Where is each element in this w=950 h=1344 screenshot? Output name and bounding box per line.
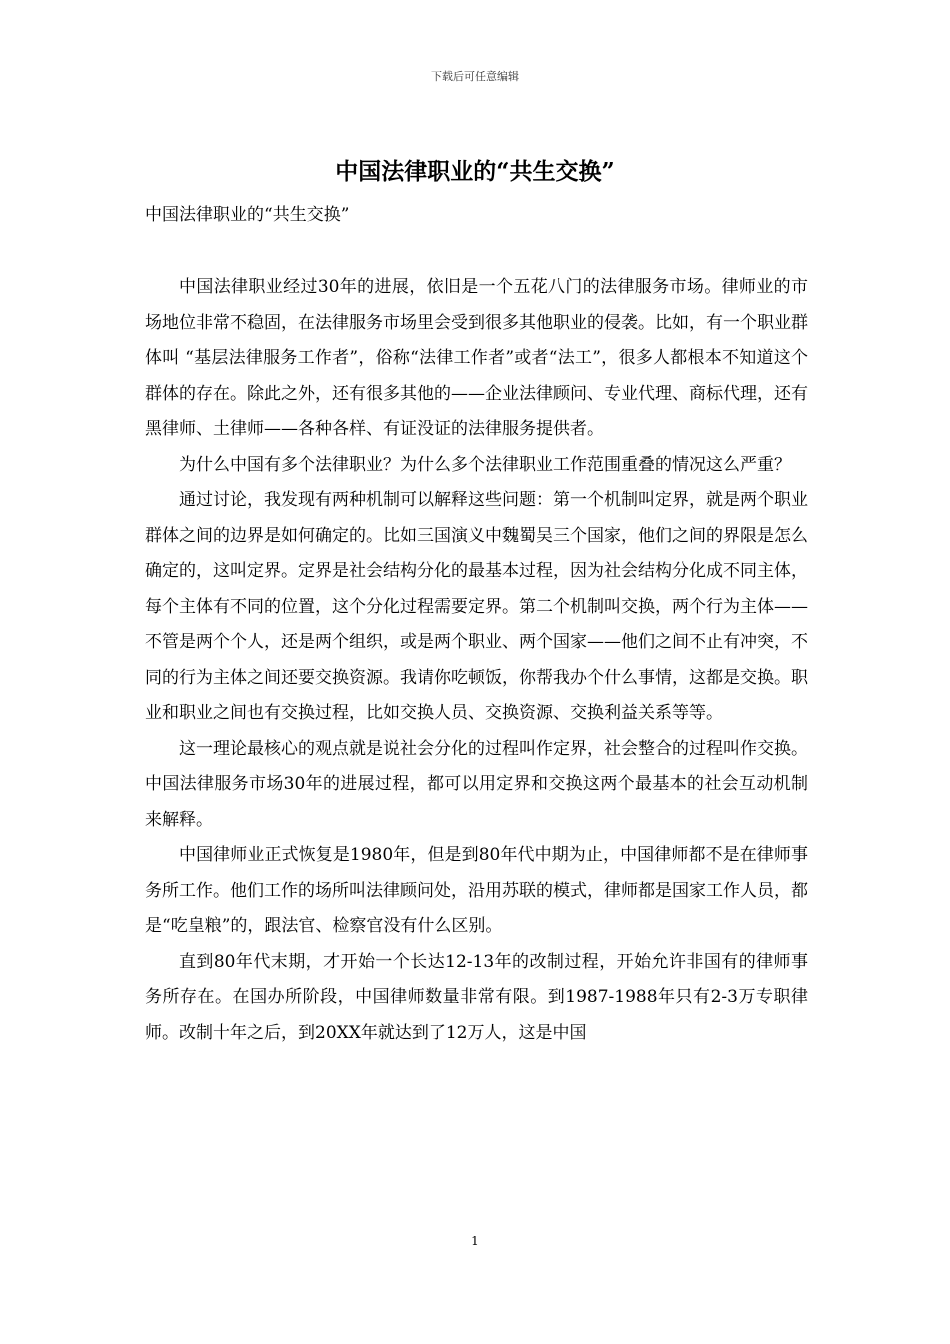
paragraph: 中国法律职业经过30年的进展，依旧是一个五花八门的法律服务市场。律师业的市场地位非常不稳固，在法律服务市场里会受到很多其他职业的侵袭。比如，有一个职业群体叫 “基层法律服务工作者”，俗称“法律工作者”或者“法工”，很多人都根本不知道这个群体的存在。除此之外，还有很多其他的——企业法律顾问、专业代理、商标代理，还有黑律师、土律师——各种各样、有证没证的法律服务提供者。 bbox=[145, 277, 808, 439]
page-header-note: 下载后可任意编辑 bbox=[431, 70, 519, 83]
document-title: 中国法律职业的“共生交换” bbox=[335, 158, 615, 185]
paragraph: 为什么中国有多个法律职业？为什么多个法律职业工作范围重叠的情况这么严重？ bbox=[179, 454, 791, 475]
paragraph: 这一理论最核心的观点就是说社会分化的过程叫作定界，社会整合的过程叫作交换。中国法律服务市场30年的进展过程，都可以用定界和交换这两个最基本的社会互动机制来解释。 bbox=[145, 738, 808, 830]
paragraph: 直到80年代末期，才开始一个长达12-13年的改制过程，开始允许非国有的律师事务所存在。在国办所阶段，中国律师数量非常有限。到1987-1988年只有2-3万专职律师。改制十年之后，到20XX年就达到了12万人，这是中国 bbox=[145, 951, 808, 1043]
document-subtitle: 中国法律职业的“共生交换” bbox=[145, 205, 350, 225]
page-number: 1 bbox=[471, 1234, 479, 1248]
paragraph: 中国律师业正式恢复是1980年，但是到80年代中期为止，中国律师都不是在律师事务所工作。他们工作的场所叫法律顾问处，沿用苏联的模式，律师都是国家工作人员，都是“吃皇粮”的，跟法官、检察官没有什么区别。 bbox=[145, 845, 808, 936]
paragraph: 通过讨论，我发现有两种机制可以解释这些问题：第一个机制叫定界，就是两个职业群体之间的边界是如何确定的。比如三国演义中魏蜀吴三个国家，他们之间的界限是怎么确定的，这叫定界。定界是社会结构分化的最基本过程，因为社会结构分化成不同主体，每个主体有不同的位置，这个分化过程需要定界。第二个机制叫交换，两个行为主体——不管是两个个人，还是两个组织，或是两个职业、两个国家——他们之间不止有冲突，不同的行为主体之间还要交换资源。我请你吃顿饭，你帮我办个什么事情，这都是交换。职业和职业之间也有交换过程，比如交换人员、交换资源、交换利益关系等等。 bbox=[145, 490, 808, 723]
document-body bbox=[145, 270, 808, 1051]
